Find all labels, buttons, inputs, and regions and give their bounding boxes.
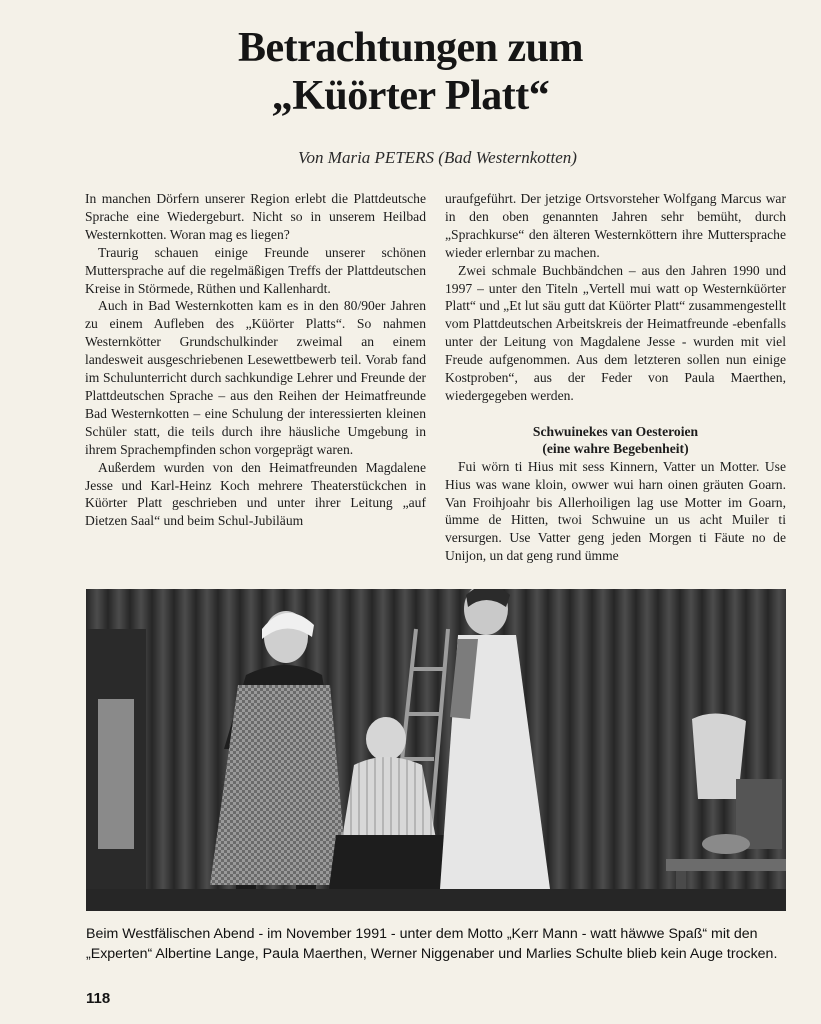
page-number: 118: [86, 990, 111, 1007]
paragraph: Auch in Bad Westernkotten kam es in den 80/90er Jahren zu einem Aufleben des „Küörter Platts“. So nahmen Westernkötter Grundschulkinder zweimal an einem landesweit ausgeschriebenen Lesewettbewerb teil. Vorab fand im Schulunterricht durch sachkundige Lehrer und Freunde der Plattdeutschen Sprache – aus den Reihen der Heimatfreunde Bad Westernkotten – eine Schulung der interessierten kleinen Schüler statt, die teils durch ihre häusliche Umgebung in ihrem Sprachempfinden schon vorgeprägt waren.: [85, 298, 426, 457]
stage-photo-illustration: [86, 589, 786, 911]
poem-title: [445, 423, 786, 458]
title-line-1: Betrachtungen zum: [238, 25, 583, 71]
poem-title-line-1: Schwuinekes van Oesteroien: [532, 423, 699, 439]
paragraph: Zwei schmale Buchbändchen – aus den Jahren 1990 und 1997 – unter den Titeln „Vertell mui watt op Westernküörter Platt“ und „Et lut säu gutt dat Küörter Platt“ zusammengestellt vom Plattdeutschen Arbeitskreis der Heimatfreunde -ebenfalls unter der Leitung von Magdalene Jesse - wurden mit viel Freude aufgenommen. Aus dem letzteren sollen nun einige Kostproben“, aus der Feder von Paula Maerthen, wiedergegeben werden.: [445, 262, 786, 403]
article-title: [0, 24, 821, 120]
paragraph: uraufgeführt. Der jetzige Ortsvorsteher Wolfgang Marcus war in den oben genannten Jahren sehr bemüht, durch „Sprachkurse“ den älteren Westernköttern ihre Muttersprache wieder erlernbar zu machen.: [445, 191, 786, 260]
paragraph: In manchen Dörfern unserer Region erlebt die Plattdeutsche Sprache eine Wiedergeburt. Nicht so in unserem Heilbad Westernkotten. Woran mag es liegen?: [85, 191, 426, 242]
title-line-2: „Küörter Platt“: [271, 73, 550, 119]
stage-photo: [86, 589, 786, 911]
poem-text: Fui wörn ti Hius mit sess Kinnern, Vatter un Motter. Use Hius was wane kloin, owwer wui harn oinen gräuten Goarn. Van Froihjoahr bis Allerhoiligen lag use Motter im Goarn, ümme de Hitten, twoi Schwuine un us acht Muiler ti versurgen. Use Vatter geng jeden Morgen ti Fäute no de Unijon, un dat geng rund ümme: [445, 458, 786, 564]
poem-title-line-2: (eine wahre Begebenheit): [542, 441, 689, 457]
paragraph: Außerdem wurden von den Heimatfreunden Magdalene Jesse und Karl-Heinz Koch mehrere Theaterstückchen in Küörter Platt geschrieben und unter ihrer Leitung „auf Dietzen Saal“ und beim Schul-Jubiläum: [85, 459, 426, 529]
photo-caption: Beim Westfälischen Abend - im November 1991 - unter dem Motto „Kerr Mann - watt häwwe Spaß“ mit den „Experten“ Albertine Lange, Paula Maerthen, Werner Niggenaber und Marlies Schulte blieb kein Auge trocken.: [86, 926, 778, 962]
paragraph: Traurig schauen einige Freunde unserer schönen Muttersprache auf die regelmäßigen Treffs der Plattdeutschen Kreise in Störmede, Rüthen und Kallenhardt.: [85, 244, 426, 296]
right-text-column: [445, 190, 786, 565]
left-text-column: [85, 190, 426, 530]
author-byline: Von Maria PETERS (Bad Westernkotten): [298, 148, 577, 167]
